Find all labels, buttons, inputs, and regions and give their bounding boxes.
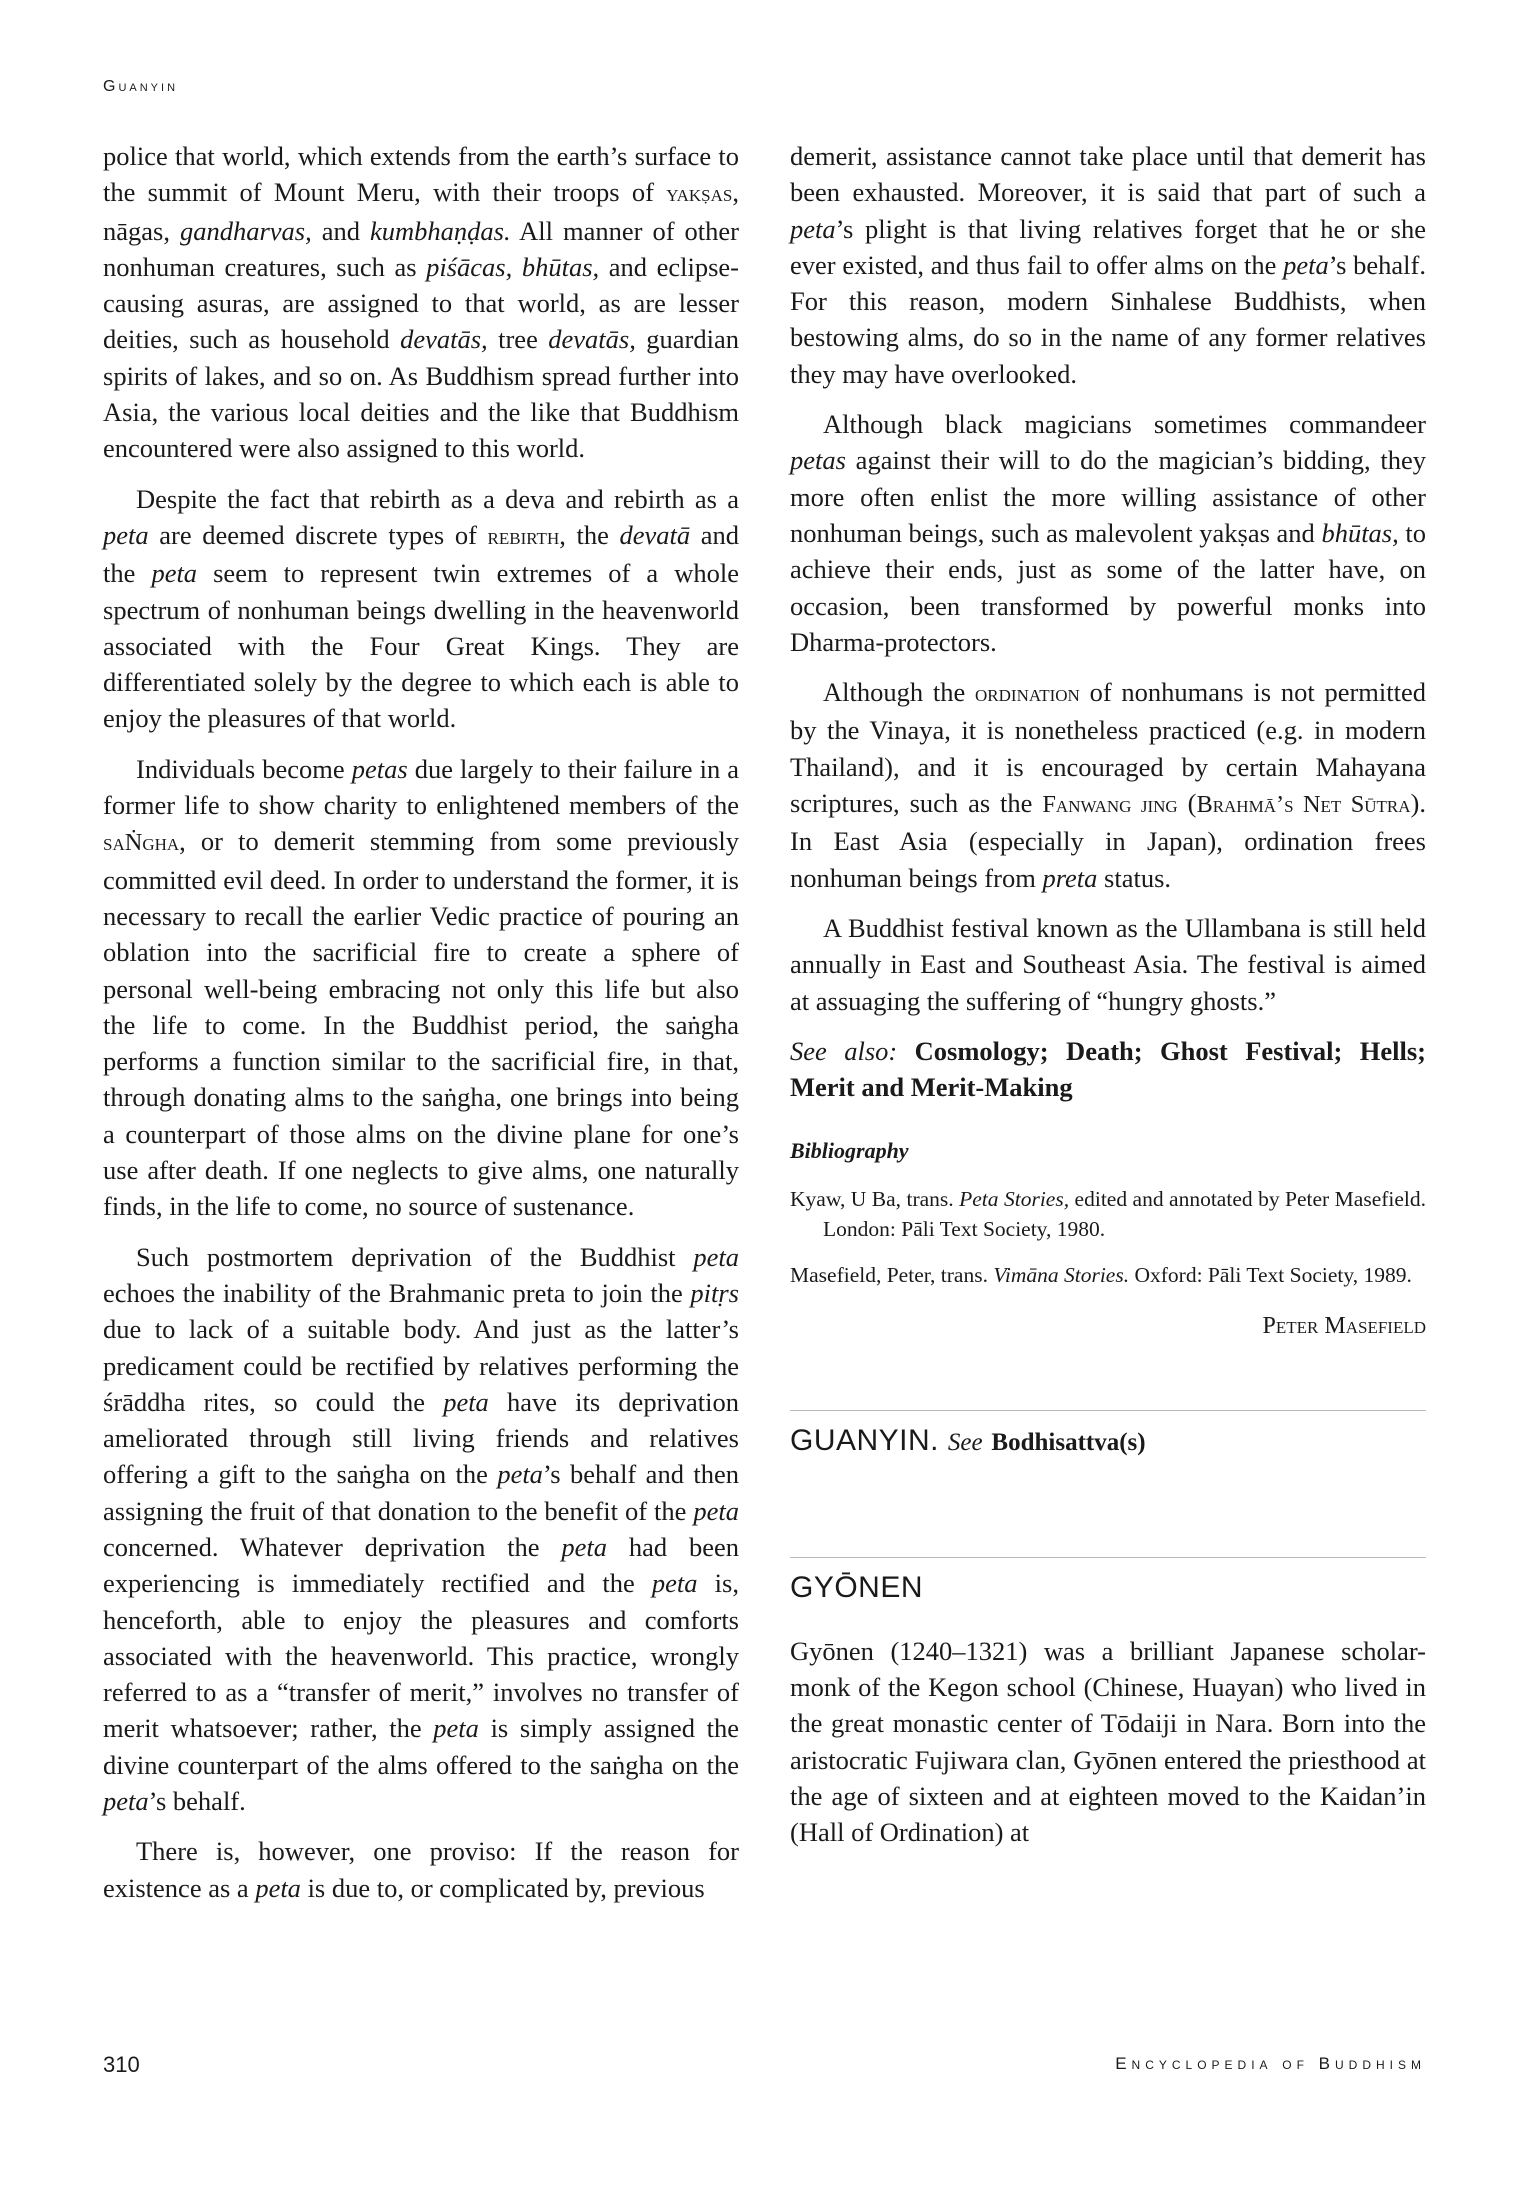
guanyin-entry-head <box>790 1423 1426 1461</box>
see-also-label: See also: <box>790 1035 898 1066</box>
author-signature: Peter Masefield <box>1262 1312 1426 1339</box>
guanyin-see-label: See <box>947 1429 983 1457</box>
text-run: due largely to their failure in a former life to show charity to enlightened members of the <box>103 753 739 821</box>
text-run: Kyaw, U Ba, trans. <box>790 1186 960 1211</box>
text-run: seem to represent twin extremes of a whole spectrum of nonhuman beings dwelling in the heavenworld associated with the Four Great Kings. They are differentiated solely by the degree to which each is able to enjoy the pleasures of that world. <box>103 558 739 734</box>
paragraph <box>103 1239 739 1820</box>
text-run: had been experiencing is immediately rectified and the <box>103 1531 739 1599</box>
text-run: have its deprivation ameliorated through still living friends and relatives offering a gift to the saṅgha on the <box>103 1386 739 1490</box>
gyonen-entry-head: GYŌNEN <box>790 1571 924 1605</box>
text-run: guardian spirits of lakes, and so on. As Buddhism spread further into Asia, the various local deities and the like that Buddhism encountered were also assigned to this world. <box>103 324 739 464</box>
italic-term: peta <box>443 1386 489 1417</box>
text-run: demerit, assistance cannot take place until that demerit has been exhausted. Moreover, it is said that part of such a <box>790 141 1426 208</box>
text-run: of nonhumans is not permitted by the Vinaya, it is nonetheless practiced (e.g. in modern Thailand), and it is encouraged by certain Mahayana scriptures, such as the <box>790 677 1426 819</box>
italic-term: peta <box>151 558 198 589</box>
italic-term: kumbhaṇḍas. <box>370 215 511 246</box>
italic-term: gandharvas, <box>179 215 312 246</box>
paragraph <box>103 751 739 1225</box>
entry-divider <box>790 1557 1426 1558</box>
gyonen-paragraph: Gyōnen (1240–1321) was a brilliant Japanese scholar-monk of the Kegon school (Chinese, Huayan) who lived in the great monastic center of Tōdaiji in Nara. Born into the aristocratic Fujiwara clan, Gyōnen entered the priesthood at the age of sixteen and at eighteen moved to the Kaidan’in (Hall of Ordination) at <box>790 1635 1426 1848</box>
text-run: ’s behalf and then assigning the fruit of that donation to the benefit of the <box>103 1459 739 1526</box>
guanyin-headword: GUANYIN. <box>790 1424 940 1458</box>
text-run: Masefield, Peter, trans. <box>790 1262 994 1287</box>
text-run: tree <box>487 324 549 355</box>
text-run: echoes the inability of the Brahmanic preta to join the <box>103 1277 691 1308</box>
text-run: Although black magicians sometimes commandeer <box>823 409 1426 440</box>
italic-term: bhūtas, <box>1321 517 1399 548</box>
text-run: due to lack of a suitable body. And just as the latter’s predicament could be rectified by relatives performing the śrāddha rites, so could the <box>103 1314 739 1417</box>
text-run: and <box>311 215 371 246</box>
italic-term: peta <box>651 1568 698 1599</box>
italic-term: peta <box>497 1459 543 1490</box>
cross-reference[interactable]: Brahmā’s Net Sūtra <box>1196 791 1411 819</box>
italic-term: petas <box>351 753 408 784</box>
paragraph <box>103 138 739 467</box>
text-run: ). In East Asia (especially in Japan), ordination frees nonhuman beings from <box>790 788 1426 893</box>
italic-term: peta <box>693 1495 739 1526</box>
left-column <box>103 138 739 1920</box>
text-run: edited and annotated by Peter Masefield. London: Pāli Text Society, 1980. <box>823 1186 1427 1241</box>
text-run: , the <box>559 519 620 550</box>
paragraph <box>790 674 1426 896</box>
bibliography-entry <box>790 1260 1426 1290</box>
guanyin-cross-reference[interactable]: Bodhisattva(s) <box>991 1429 1146 1457</box>
text-run: to achieve their ends, just as some of the latter have, on occasion, been transformed by powerful monks into Dharma-protectors. <box>790 517 1426 657</box>
text-run: ’s behalf. <box>148 1786 246 1817</box>
cross-reference[interactable]: yakṣas <box>666 180 733 208</box>
entry-divider <box>790 1410 1426 1411</box>
text-run: ’s behalf. For this reason, modern Sinhalese Buddhists, when bestowing alms, do so in the name of any former relatives they may have overlooked. <box>790 249 1426 389</box>
see-also <box>790 1033 1426 1106</box>
italic-term: petas <box>790 445 846 476</box>
see-also-refs[interactable]: Cosmology; Death; Ghost Festival; Hells; Merit and Merit-Making <box>790 1035 1426 1103</box>
italic-term: Peta Stories, <box>959 1186 1070 1211</box>
text-run: status. <box>1097 862 1172 893</box>
italic-term: peta <box>433 1713 479 1744</box>
text-run: and eclipse-causing asuras, are assigned to that world, as are lesser deities, such as household <box>103 251 739 355</box>
text-run: A Buddhist festival known as the Ullambana is still held annually in East and Southeast Asia. The festival is aimed at assuaging the suffering of “hungry ghosts.” <box>790 912 1426 1016</box>
text-run: All manner of other nonhuman creatures, such as <box>103 215 740 282</box>
italic-term: peta <box>255 1872 301 1903</box>
cross-reference[interactable]: ordination <box>975 680 1080 708</box>
italic-term: peta <box>103 1786 149 1817</box>
text-run: Individuals become <box>136 753 352 784</box>
text-run: Despite the fact that rebirth as a deva and rebirth as a <box>136 483 739 514</box>
text-run: and the <box>103 519 739 589</box>
italic-term: devatās, <box>548 324 636 355</box>
bibliography-entry <box>790 1184 1426 1244</box>
italic-term: piśācas, bhūtas, <box>426 251 600 282</box>
italic-term: pitṛs <box>690 1277 739 1308</box>
text-run: ( <box>1177 788 1197 819</box>
bibliography-title: Bibliography <box>790 1138 909 1164</box>
paragraph <box>790 138 1426 392</box>
italic-term: peta <box>103 519 149 550</box>
text-run: , or to demerit stemming from some previously committed evil deed. In order to understand the former, it is necessary to recall the earlier Vedic practice of pouring an oblation into the sacrificial fire to create a sphere of personal well-being embracing not only this life but also the life to come. In the Buddhist period, the saṅgha performs a function similar to the sacrificial fire, in that, through donating alms to the saṅgha, one brings into being a counterpart of those alms on the divine plane for one’s use after death. If one neglects to give alms, one naturally finds, in the life to come, no source of sustenance. <box>103 826 739 1222</box>
text-run: concerned. Whatever deprivation the <box>103 1531 562 1562</box>
italic-term: devatās, <box>400 324 488 355</box>
text-run: are deemed discrete types of <box>148 519 488 550</box>
text-run: Although the <box>823 677 976 708</box>
cross-reference[interactable]: Fanwang jing <box>1042 791 1178 819</box>
italic-term: Vimāna Stories. <box>993 1262 1130 1287</box>
page-number: 310 <box>103 2052 140 2077</box>
text-run: is, henceforth, able to enjoy the pleasures and comforts associated with the heavenworld. This practice, wrongly referred to as a “transfer of merit,” involves no transfer of merit whatsoever; rather, the <box>103 1568 739 1744</box>
text-run: , nāgas, <box>103 177 739 246</box>
book-title: Encyclopedia of Buddhism <box>1115 2054 1426 2073</box>
paragraph <box>103 481 739 737</box>
text-run: There is, however, one proviso: If the reason for existence as a <box>103 1836 739 1903</box>
paragraph <box>790 910 1426 1019</box>
text-run: is due to, or complicated by, previous <box>300 1872 705 1903</box>
italic-term: peta <box>790 213 836 244</box>
text-run: is simply assigned the divine counterpart of the alms offered to the saṅgha on the <box>103 1713 739 1780</box>
italic-term: peta <box>561 1531 608 1562</box>
italic-term: peta <box>1283 249 1329 280</box>
cross-reference[interactable]: saṄgha <box>103 829 180 857</box>
running-head: Guanyin <box>103 78 179 95</box>
paragraph <box>790 406 1426 660</box>
cross-reference[interactable]: rebirth <box>487 522 560 550</box>
italic-term: devatā <box>619 519 691 550</box>
text-run: Such postmortem deprivation of the Buddhist <box>136 1241 694 1272</box>
paragraph <box>103 1833 739 1906</box>
right-column <box>790 138 1426 1864</box>
text-run: Oxford: Pāli Text Society, 1989. <box>1129 1262 1412 1287</box>
text-run: police that world, which extends from the earth’s surface to the summit of Mount Meru, with their troops of <box>103 141 739 208</box>
italic-term: peta <box>693 1241 739 1272</box>
text-run: against their will to do the magician’s bidding, they more often enlist the more willing assistance of other nonhuman beings, such as malevolent yakṣas and <box>790 445 1426 548</box>
italic-term: preta <box>1042 862 1098 893</box>
text-run: ’s plight is that living relatives forget that he or she ever existed, and thus fail to offer alms on the <box>790 213 1426 280</box>
